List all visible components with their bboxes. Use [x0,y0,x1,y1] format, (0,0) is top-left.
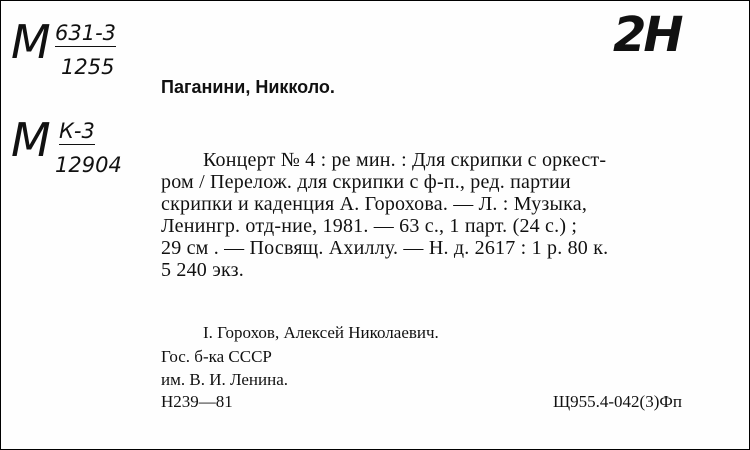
shelfmark-2-letter: М [11,113,49,167]
description-line: 5 240 экз. [161,259,244,281]
library-line: Гос. б-ка СССР [161,347,272,366]
description-line: 29 см . — Посвящ. Ахиллу. — Н. д. 2617 : 1 р. 80 к. [161,237,609,259]
card-number: 2Н [613,7,681,63]
description-line: ром / Перелож. для скрипки с ф-п., ред. партии [161,171,571,193]
shelfmark-1-letter: М [11,15,49,69]
card-code: Н239—81 [161,392,233,411]
library-line: им. В. И. Ленина. [161,370,289,389]
description-line: скрипки и каденция А. Горохова. — Л. : Музыка, [161,193,588,215]
shelfmark-2-top: К-3 [59,119,95,143]
added-entry: I. Горохов, Алексей Николаевич. [203,323,439,342]
description-line: Ленингр. отд-ние, 1981. — 63 с., 1 парт. (24 с.) ; [161,215,578,237]
shelfmark-1-bottom: 1255 [61,55,115,79]
classification-code: Щ955.4-042(3)Фп [553,392,682,411]
shelfmark-1-top: 631-3 [55,21,117,45]
author-heading: Паганини, Никколо. [161,77,335,97]
description-line: Концерт № 4 : ре мин. : Для скрипки с оркест- [203,149,607,171]
shelfmark-2-bottom: 12904 [55,153,122,177]
